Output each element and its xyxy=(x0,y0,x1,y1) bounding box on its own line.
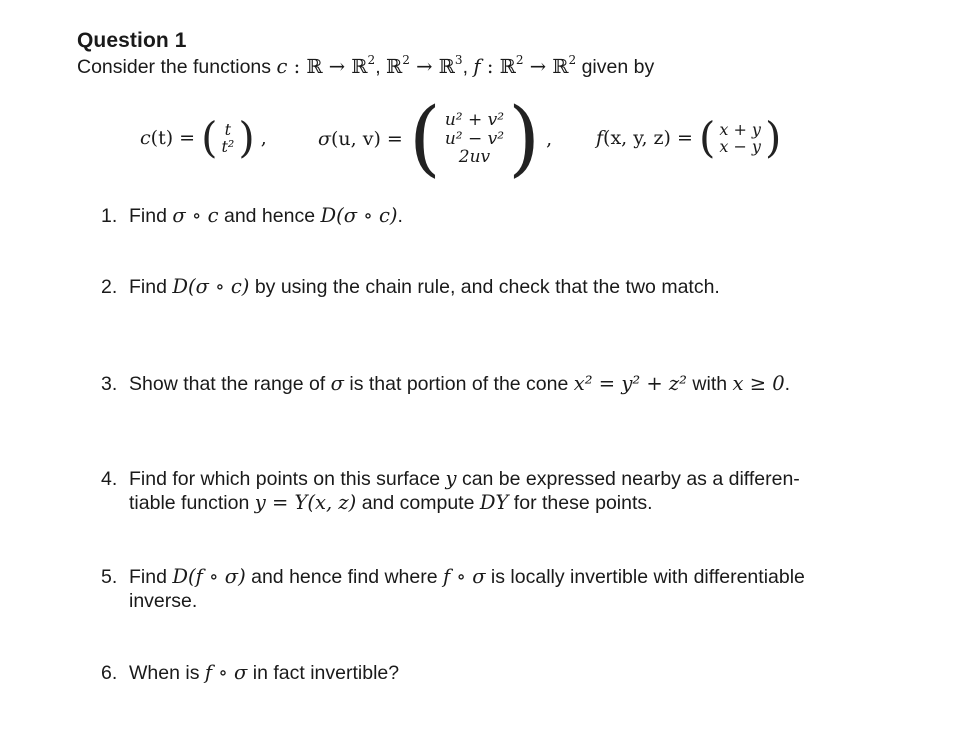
left-paren: ( xyxy=(408,91,441,186)
right-paren: ) xyxy=(764,113,782,162)
definition-f: f(x, y, z) = ( x + y x − y ) xyxy=(596,113,782,162)
vector-sigma: u² + v² u² − v² 2uv xyxy=(444,110,505,168)
definition-sigma: σ(u, v) = ( u² + v² u² − v² 2uv ) , xyxy=(318,91,553,186)
vector-c: t t² xyxy=(221,119,235,156)
right-paren: ) xyxy=(238,113,255,162)
question-item-2: 2. Find D(σ ∘ c) by using the chain rule, and check that the two match. xyxy=(101,275,720,298)
vector-f: x + y x − y xyxy=(719,119,761,156)
question-item-6: 6. When is f ∘ σ in fact invertible? xyxy=(101,661,400,684)
left-paren: ( xyxy=(698,113,716,162)
question-title: Question 1 xyxy=(77,29,187,52)
question-item-3: 3. Show that the range of σ is that portion of the cone x² = y² + z² with x ≥ 0. xyxy=(101,372,791,395)
definition-c: c(t) = ( t t² ) , xyxy=(140,113,267,162)
question-item-1: 1. Find σ ∘ c and hence D(σ ∘ c). xyxy=(101,204,403,227)
left-paren: ( xyxy=(201,113,218,162)
question-item-4: 4. Find for which points on this surface y can be expressed nearby as a differen- tiable function y = Y(x, z) and compute DY for these points. xyxy=(101,467,800,514)
question-item-5: 5. Find D(f ∘ σ) and hence find where f ∘ σ is locally invertible with differentiable inverse. xyxy=(101,565,805,612)
right-paren: ) xyxy=(508,91,541,186)
question-intro: Consider the functions c : ℝ → ℝ$^2$, ℝ$^2$ → ℝ$^3$, f : ℝ$^2$ → ℝ$^2$ given by xyxy=(77,53,655,78)
